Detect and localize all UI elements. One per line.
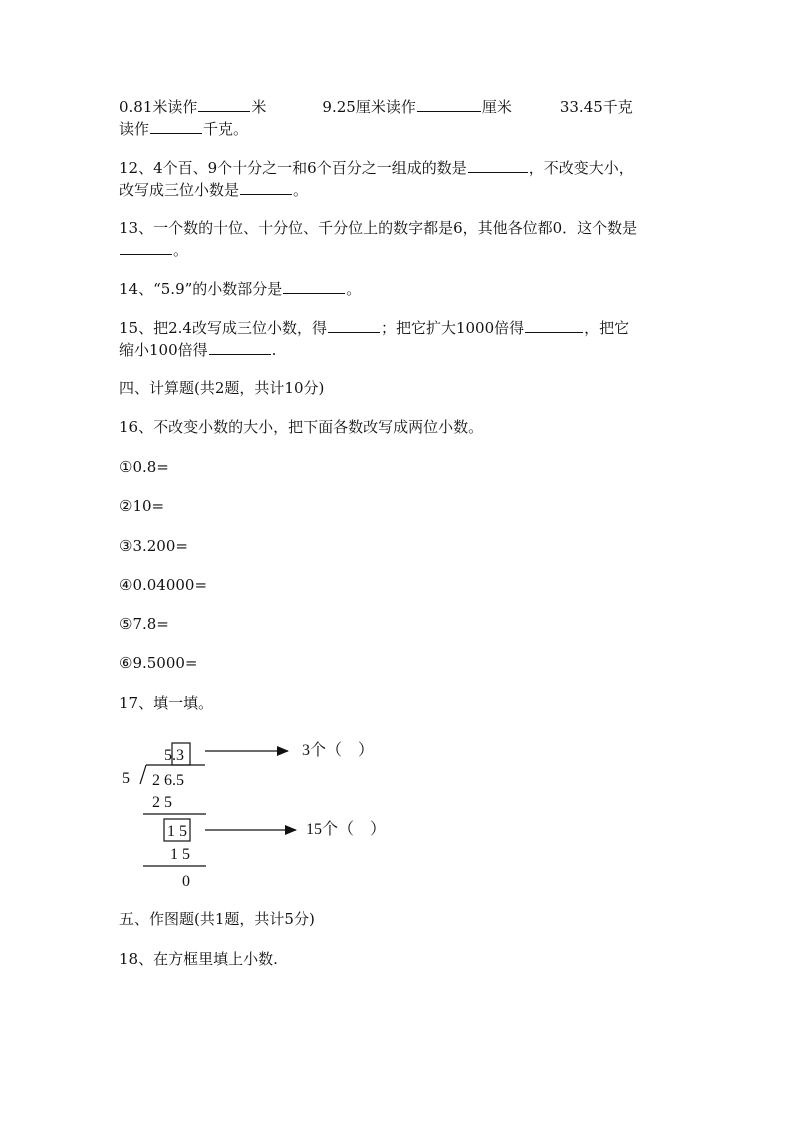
quotient-digit-box xyxy=(172,743,190,765)
answer-blank[interactable] xyxy=(468,157,528,173)
text: . xyxy=(271,341,277,359)
question-16: 16、不改变小数的大小，把下面各数改写成两位小数。 xyxy=(119,418,484,436)
question-14 xyxy=(119,278,361,300)
section-4-heading: 四、计算题(共2题，共计10分) xyxy=(119,379,325,397)
answer-blank[interactable] xyxy=(150,118,202,134)
answer-blank[interactable] xyxy=(525,317,583,333)
item-4: ④0.04000= xyxy=(119,576,208,594)
text: 改写成三位小数是 xyxy=(119,181,240,199)
item-5: ⑤7.8= xyxy=(119,615,169,633)
text: 14、“5.9”的小数部分是 xyxy=(119,280,283,298)
answer-blank[interactable] xyxy=(328,317,380,333)
text: 。 xyxy=(346,280,362,298)
question-17: 17、填一填。 xyxy=(119,694,214,712)
question-13-line-1 xyxy=(119,217,637,239)
answer-blank[interactable] xyxy=(209,339,271,355)
text: 0.81米读作 xyxy=(119,98,198,116)
quotient: 5.3 xyxy=(164,747,184,764)
text: ；把它扩大1000倍得 xyxy=(380,319,525,337)
question-line-2 xyxy=(119,118,248,140)
answer-blank[interactable] xyxy=(120,239,172,255)
text: 厘米 xyxy=(481,98,512,116)
question-13-line-2 xyxy=(119,239,188,261)
dividend: 2 6.5 xyxy=(152,772,184,789)
item-2: ②10= xyxy=(119,497,165,515)
question-12-line-2 xyxy=(119,179,308,201)
text: 千克。 xyxy=(203,120,249,138)
text: 。 xyxy=(173,241,189,259)
answer-blank[interactable] xyxy=(417,96,481,112)
text: ，不改变大小， xyxy=(528,159,634,177)
item-1: ①0.8= xyxy=(119,458,169,476)
question-line-1 xyxy=(119,96,633,118)
text: 33.45千克 xyxy=(559,98,633,116)
remainder-box xyxy=(164,819,190,841)
arrow-1-label: 3个（ ） xyxy=(302,742,375,759)
text: 12、4个百、9个十分之一和6个百分之一组成的数是 xyxy=(119,159,467,177)
text: 9.25厘米读作 xyxy=(322,98,416,116)
item-6: ⑥9.5000= xyxy=(119,654,198,672)
final-remainder: 0 xyxy=(182,873,190,890)
text: ，把它 xyxy=(584,319,630,337)
question-15-line-2 xyxy=(119,339,276,361)
remainder: 1 5 xyxy=(167,823,187,840)
text: 米 xyxy=(251,98,267,116)
text: 缩小100倍得 xyxy=(119,341,208,359)
answer-blank[interactable] xyxy=(240,179,292,195)
item-3: ③3.200= xyxy=(119,537,188,555)
answer-blank[interactable] xyxy=(283,278,345,294)
text: 15、把2.4改写成三位小数，得 xyxy=(119,319,327,337)
text: 13、一个数的十位、十分位、千分位上的数字都是6，其他各位都0．这个数是 xyxy=(119,219,638,237)
text: 读作 xyxy=(119,120,150,138)
divisor: 5 xyxy=(122,770,130,787)
step-1-product: 2 5 xyxy=(152,794,172,811)
section-5-heading: 五、作图题(共1题，共计5分) xyxy=(119,910,315,928)
question-12-line-1 xyxy=(119,157,634,179)
text: 。 xyxy=(293,181,309,199)
arrow-2-label: 15个（ ） xyxy=(306,821,387,838)
step-2-product: 1 5 xyxy=(170,846,190,863)
answer-blank[interactable] xyxy=(198,96,250,112)
division-bracket xyxy=(140,765,146,784)
question-15-line-1 xyxy=(119,317,629,339)
question-18: 18、在方框里填上小数. xyxy=(119,950,278,968)
